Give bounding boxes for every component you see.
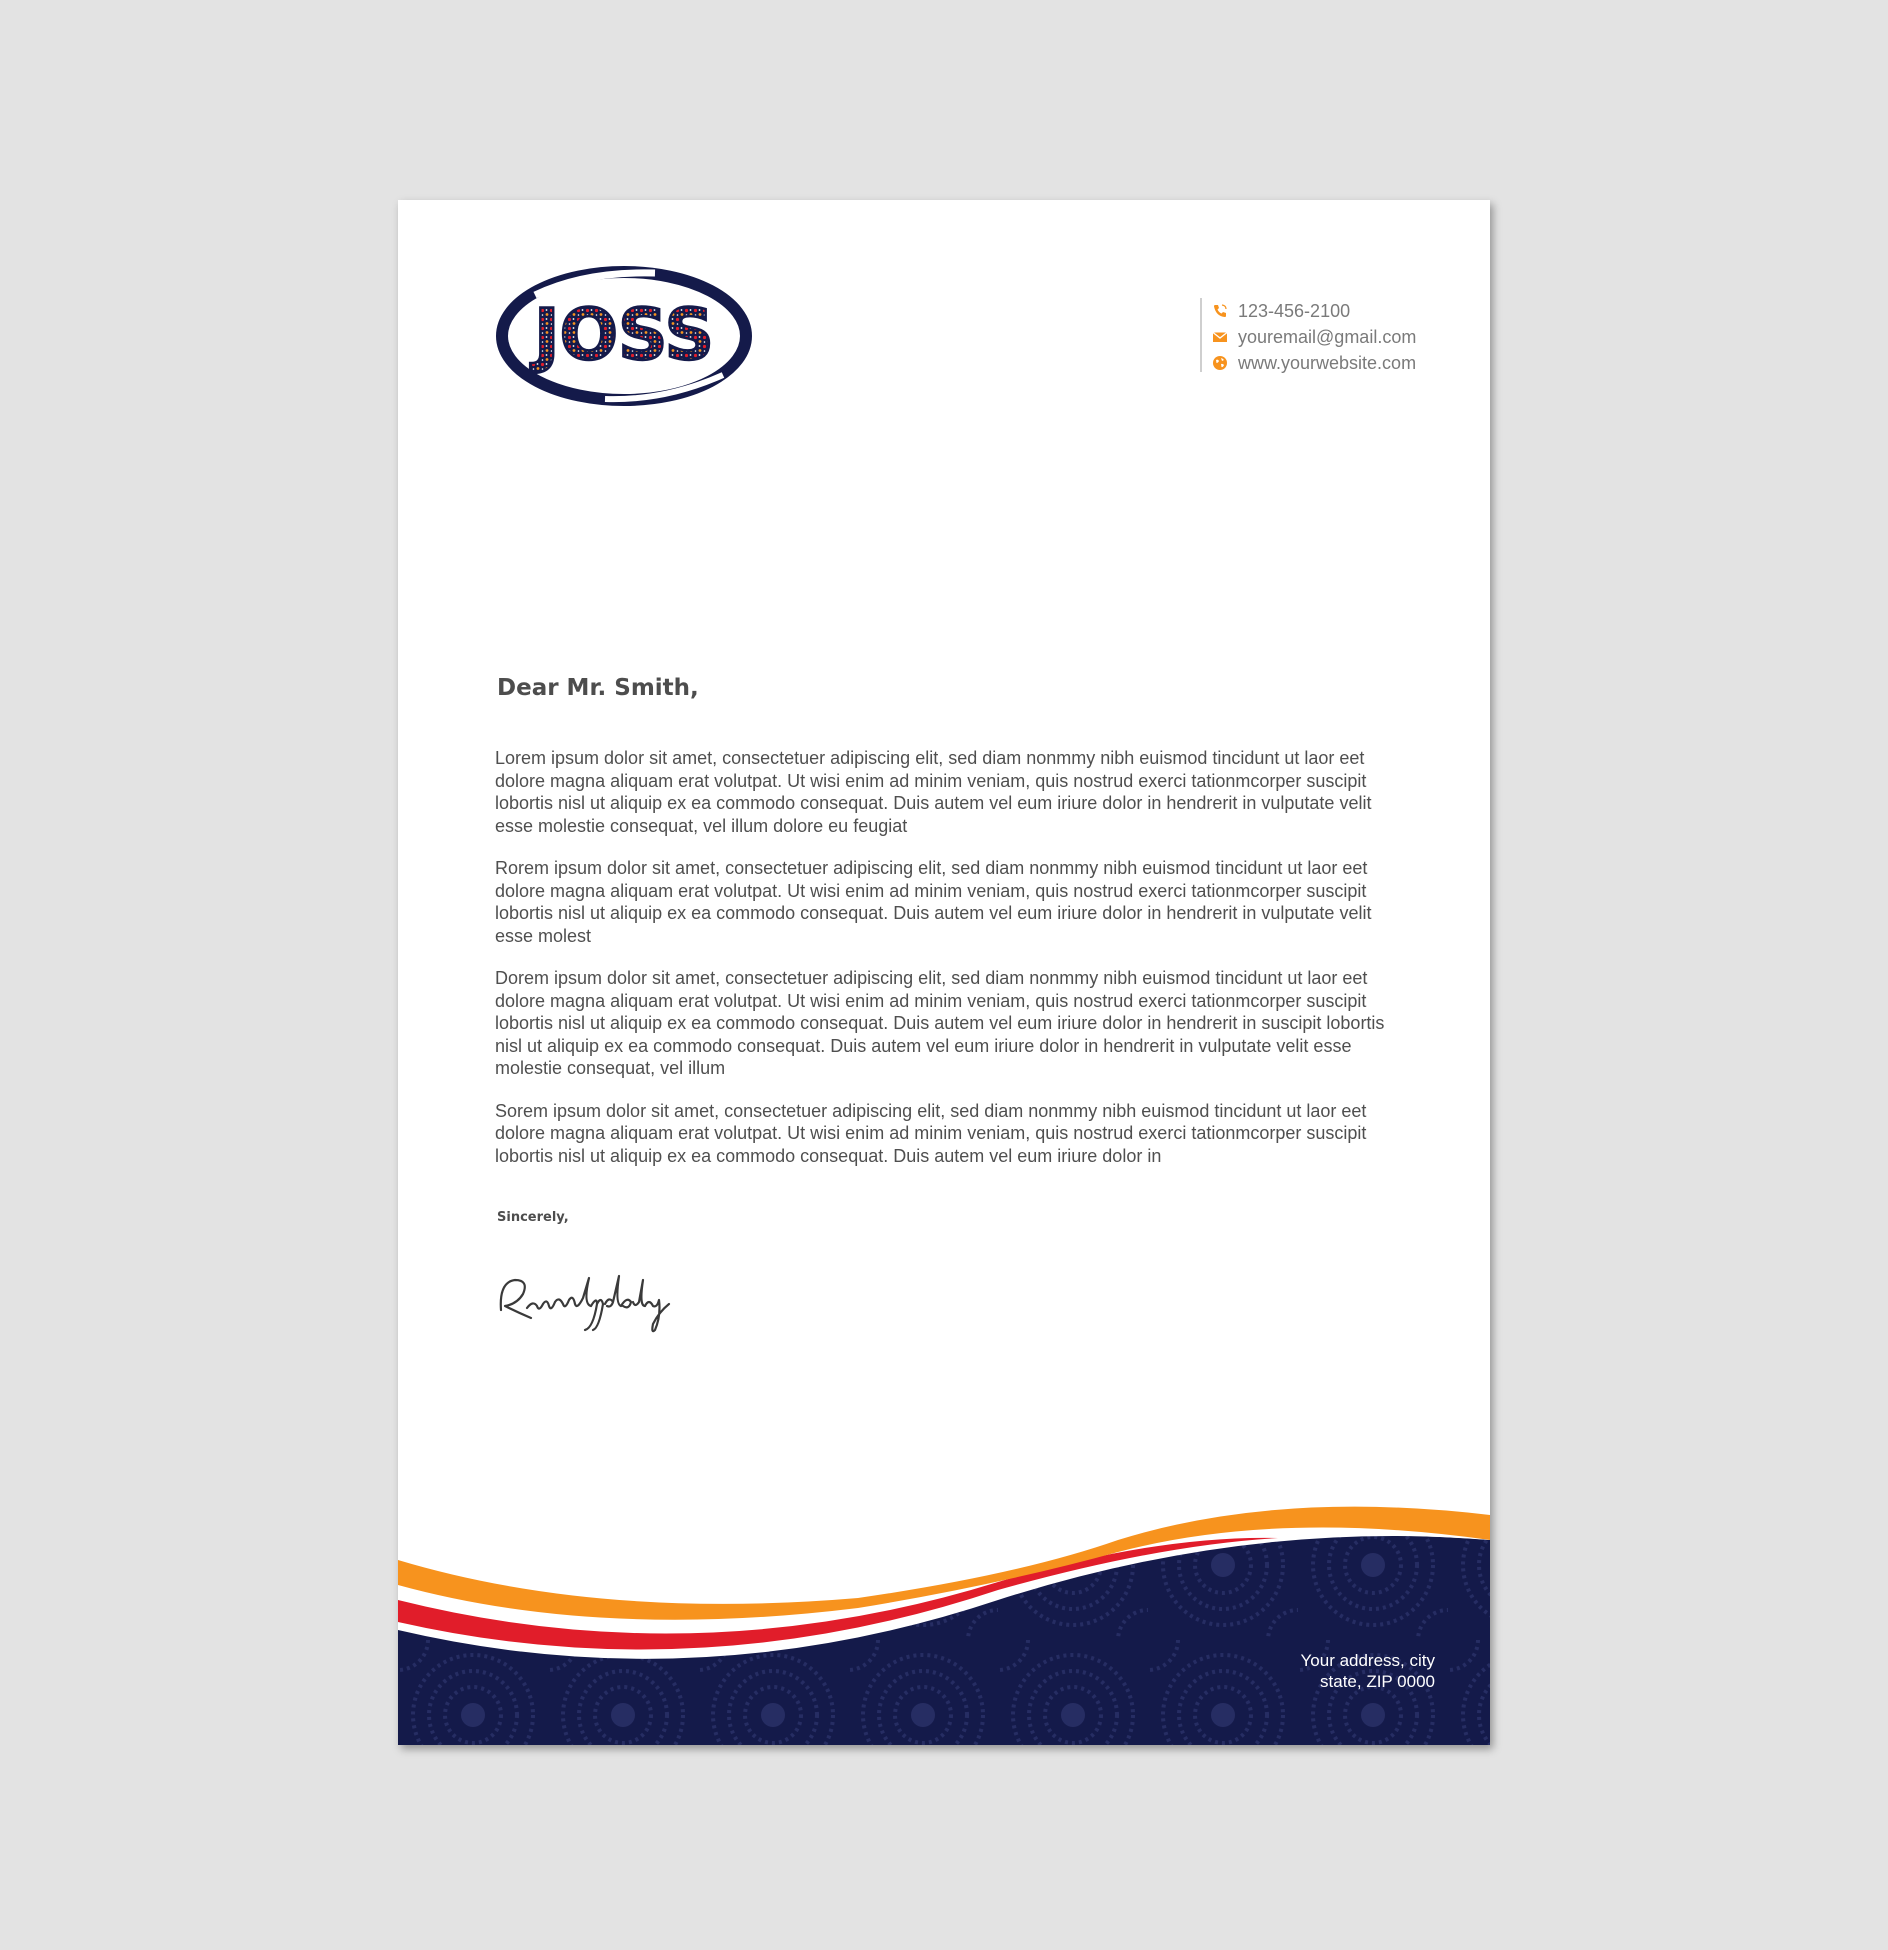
- footer-address: [1301, 1650, 1436, 1692]
- contact-block: [1200, 298, 1416, 372]
- joss-logo: [495, 263, 757, 409]
- contact-phone: [1212, 298, 1416, 324]
- closing: Sincerely,: [497, 1210, 569, 1225]
- website-text[interactable]: www.yourwebsite.com: [1238, 352, 1417, 373]
- paragraph: Sorem ipsum dolor sit amet, consectetuer adipiscing elit, sed diam nonmmy nibh euismod tincidunt ut laor eet dolore magna aliquam erat volutpat. Ut wisi enim ad minim veniam, quis nostrud exerci tationmcorper suscipit lobortis nisl ut aliquip ex ea commodo consequat. Duis autem vel eum iriure dolor in: [495, 1100, 1367, 1166]
- footer-wave-band: [398, 1490, 1490, 1745]
- contact-website: [1212, 350, 1416, 376]
- email-text[interactable]: youremail@gmail.com: [1238, 326, 1417, 347]
- paragraph: Lorem ipsum dolor sit amet, consectetuer adipiscing elit, sed diam nonmmy nibh euismod tincidunt ut laor eet dolore magna aliquam erat volutpat. Ut wisi enim ad minim veniam, quis nostrud exerci tationmcorper suscipit lobortis nisl ut aliquip ex ea commodo consequat. Duis autem vel eum iriure dolor in hendrerit in vulputate velit esse molestie consequat, vel illum dolore eu feugiat: [495, 748, 1372, 836]
- logo-text: JOSS: [530, 294, 714, 376]
- phone-text[interactable]: 123-456-2100: [1238, 300, 1351, 321]
- address-line-2: state, ZIP 0000: [1320, 1672, 1435, 1691]
- paragraph: Dorem ipsum dolor sit amet, consectetuer adipiscing elit, sed diam nonmmy nibh euismod tincidunt ut laor eet dolore magna aliquam erat volutpat. Ut wisi enim ad minim veniam, quis nostrud exerci tationmcorper suscipit lobortis nisl ut aliquip ex ea commodo consequat. Duis autem vel eum iriure dolor in hendrerit in suscipit lobortis nisl ut aliquip ex ea commodo consequat. Duis autem vel eum iriure dolor in hendrerit in vulputate velit esse molestie consequat, vel illum: [495, 968, 1385, 1078]
- globe-icon: [1212, 355, 1228, 371]
- signature: [493, 1268, 683, 1338]
- phone-icon: [1212, 303, 1228, 319]
- contact-email: [1212, 324, 1416, 350]
- letter-body: [495, 747, 1395, 1187]
- mail-icon: [1212, 329, 1228, 345]
- paragraph: Rorem ipsum dolor sit amet, consectetuer adipiscing elit, sed diam nonmmy nibh euismod tincidunt ut laor eet dolore magna aliquam erat volutpat. Ut wisi enim ad minim veniam, quis nostrud exerci tationmcorper suscipit lobortis nisl ut aliquip ex ea commodo consequat. Duis autem vel eum iriure dolor in hendrerit in vulputate velit esse molest: [495, 858, 1372, 946]
- greeting: Dear Mr. Smith,: [497, 675, 699, 701]
- letterhead-sheet: [398, 200, 1490, 1745]
- address-line-1: Your address, city: [1300, 1651, 1435, 1670]
